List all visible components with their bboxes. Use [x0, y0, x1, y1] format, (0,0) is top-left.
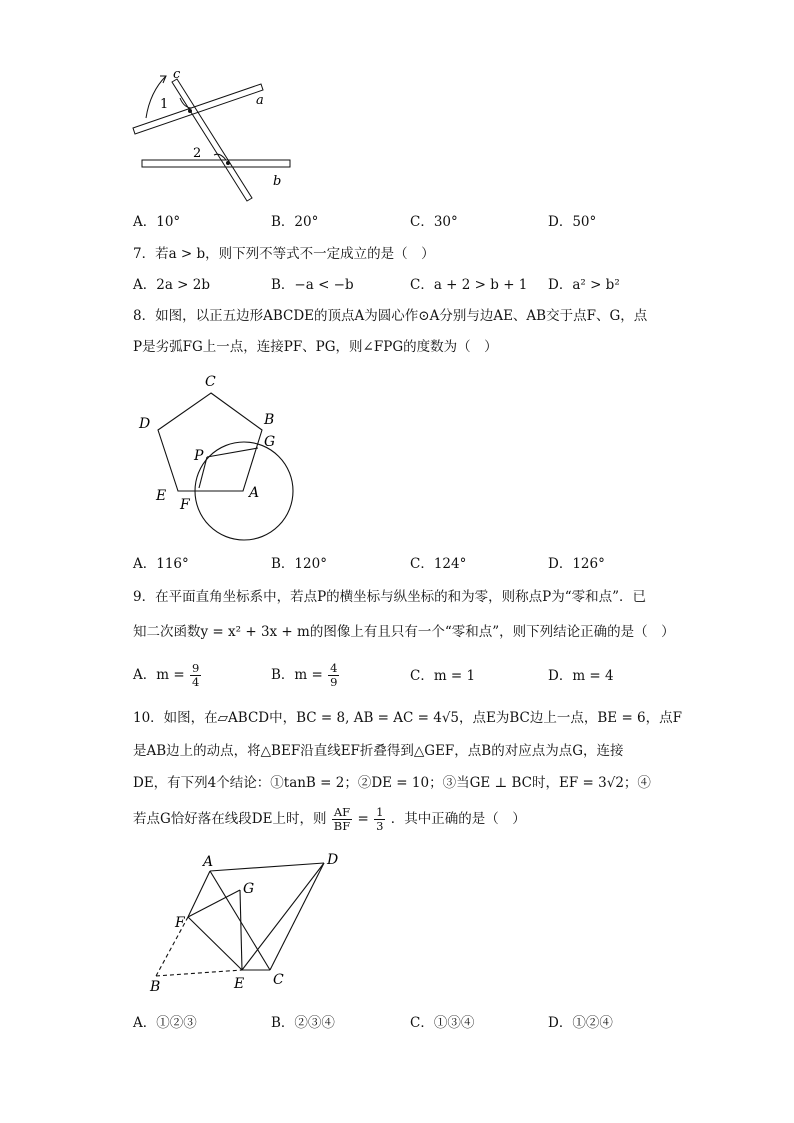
- denominator: BF: [333, 819, 351, 833]
- label-E: E: [234, 976, 245, 992]
- q9-option-d[interactable]: D．m = 4: [548, 668, 614, 684]
- q8-stem-line2: P是劣弧FG上一点，连接PF、PG，则∠FPG的度数为（ ）: [133, 339, 498, 355]
- q8-option-c[interactable]: C．124°: [410, 556, 467, 572]
- q10-line3: DE，有下列4个结论：①tanB = 2；②DE = 10；③当GE ⊥ BC时，EF = 3√2；④: [133, 775, 651, 791]
- label-G: G: [243, 881, 255, 897]
- label-G: G: [264, 434, 276, 450]
- q6-option-b[interactable]: B．20°: [271, 214, 319, 230]
- q9-option-b-prefix: B．m =: [271, 667, 323, 683]
- label-B: B: [264, 412, 275, 428]
- label-angle1: 1: [160, 97, 169, 112]
- label-D: D: [327, 852, 339, 868]
- q6-option-a[interactable]: A．10°: [133, 214, 181, 230]
- q8-stem-line1: 8．如图，以正五边形ABCDE的顶点A为圆心作⊙A分别与边AE、AB交于点F、G，点: [133, 308, 648, 324]
- label-A: A: [249, 485, 260, 501]
- denominator: 3: [376, 819, 384, 833]
- label-b: b: [273, 174, 282, 189]
- q8-option-b[interactable]: B．120°: [271, 556, 327, 572]
- q10-line4-text-a: 若点G恰好落在线段DE上时，则: [133, 811, 327, 827]
- q10-option-c[interactable]: C．①③④: [410, 1015, 475, 1031]
- q10-line1: 10．如图，在▱ABCD中，BC = 8, AB = AC = 4√5，点E为BC边上一点，BE = 6，点F: [133, 710, 682, 726]
- label-c: c: [173, 67, 181, 82]
- q10-option-b[interactable]: B．②③④: [271, 1015, 335, 1031]
- q10-line4-equals: =: [357, 811, 369, 827]
- denominator: 9: [330, 675, 338, 689]
- label-F: F: [180, 497, 190, 513]
- q8-option-a[interactable]: A．116°: [133, 556, 189, 572]
- q9-option-c[interactable]: C．m = 1: [410, 668, 476, 684]
- q10-option-a[interactable]: A．①②③: [133, 1015, 197, 1031]
- label-a: a: [256, 93, 264, 108]
- label-B: B: [150, 979, 161, 995]
- q9-stem-line1: 9．在平面直角坐标系中，若点P的横坐标与纵坐标的和为零，则称点P为“零和点”．已: [133, 589, 647, 605]
- q6-option-c[interactable]: C．30°: [410, 214, 458, 230]
- q10-line4-text-c: ．其中正确的是（ ）: [390, 811, 526, 827]
- q7-option-b[interactable]: B．−a < −b: [271, 277, 354, 293]
- numerator: 4: [330, 661, 338, 675]
- q6-option-d[interactable]: D．50°: [548, 214, 597, 230]
- q7-option-c[interactable]: C．a + 2 > b + 1: [410, 277, 528, 293]
- label-A: A: [203, 854, 214, 870]
- numerator: 9: [191, 661, 200, 675]
- q7-option-d[interactable]: D．a² > b²: [548, 277, 620, 293]
- denominator: 4: [191, 675, 200, 689]
- numerator: 1: [376, 805, 384, 819]
- label-C: C: [205, 374, 216, 390]
- label-E: E: [156, 488, 167, 504]
- q9-option-a-prefix: A．m =: [133, 667, 185, 683]
- q10-line2: 是AB边上的动点，将△BEF沿直线EF折叠得到△GEF，点B的对应点为点G，连接: [133, 743, 624, 759]
- label-F: F: [175, 915, 185, 931]
- label-C: C: [273, 972, 284, 988]
- q10-option-d[interactable]: D．①②④: [548, 1015, 613, 1031]
- q8-option-d[interactable]: D．126°: [548, 556, 605, 572]
- numerator: AF: [333, 805, 351, 819]
- label-angle2: 2: [193, 146, 202, 161]
- q7-stem: 7．若a > b，则下列不等式不一定成立的是（ ）: [133, 246, 435, 262]
- q7-option-a[interactable]: A．2a > 2b: [133, 277, 211, 293]
- label-P: P: [194, 448, 204, 464]
- q9-stem-line2: 知二次函数y = x² + 3x + m的图像上有且只有一个“零和点”，则下列结论正确的是（ ）: [133, 624, 675, 640]
- label-D: D: [139, 416, 151, 432]
